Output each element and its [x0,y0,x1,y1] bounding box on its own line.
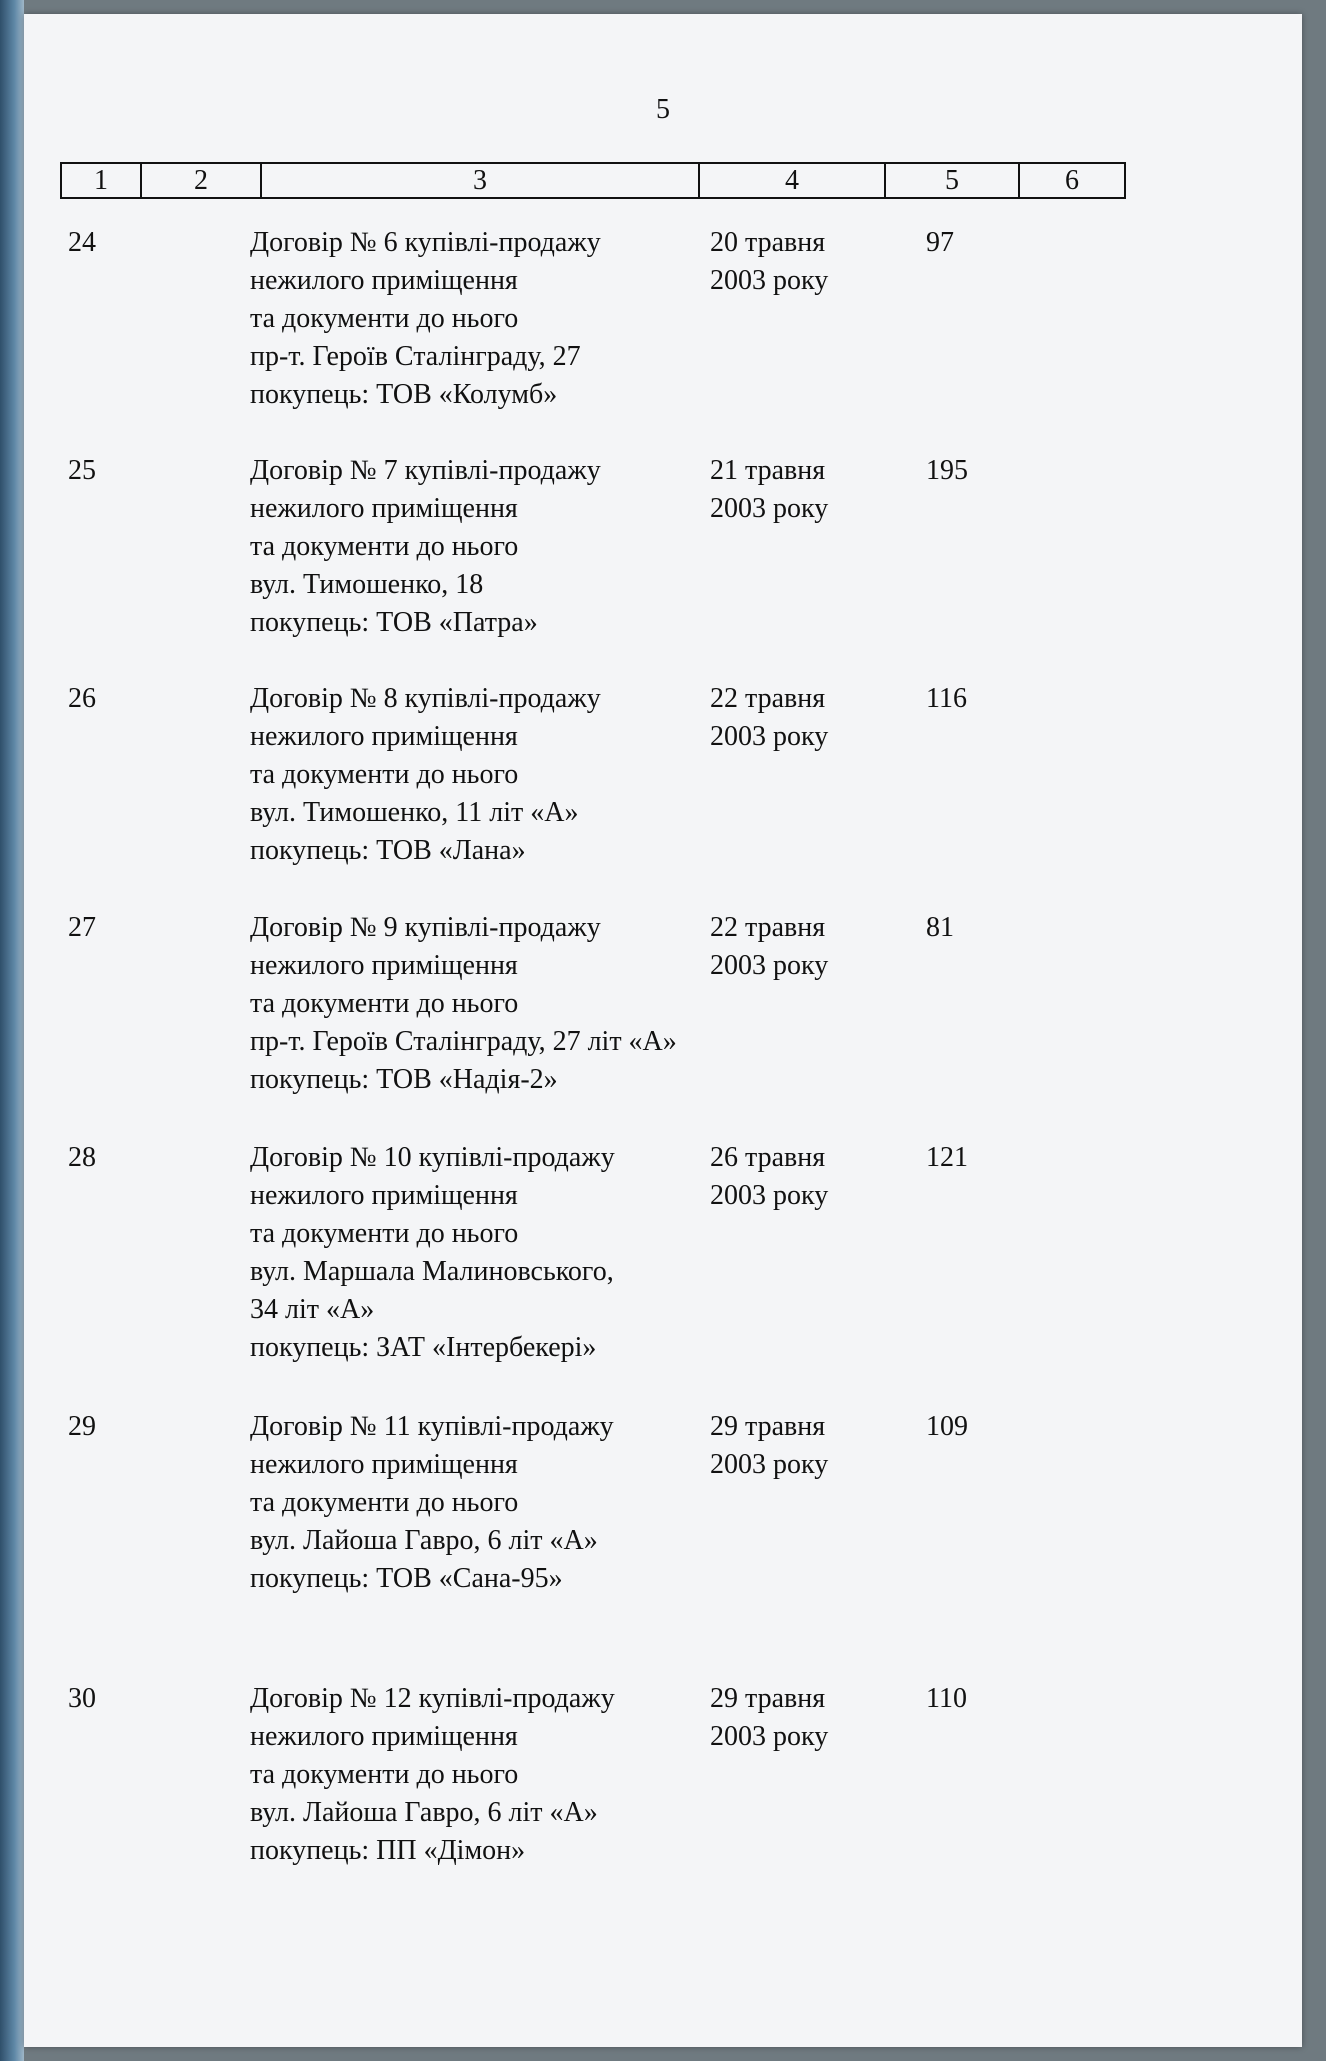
description-line: Договір № 11 купівлі-продажу [250,1411,614,1442]
date-line: 21 травня [710,455,826,486]
description-line: та документи до нього [250,988,519,1019]
description-line: Договір № 6 купівлі-продажу [250,227,601,258]
description-line: покупець: ТОВ «Сана-95» [250,1563,563,1594]
date-line: 2003 року [710,1721,829,1752]
description-line: покупець: ТОВ «Колумб» [250,379,558,410]
date-line: 2003 року [710,1449,829,1480]
header-col-2: 2 [142,164,262,197]
date-line: 2003 року [710,493,829,524]
entry-description [250,1139,615,1367]
description-line: Договір № 8 купівлі-продажу [250,683,601,714]
description-line: та документи до нього [250,531,519,562]
description-line: нежилого приміщення [250,1721,518,1752]
description-line: нежилого приміщення [250,493,518,524]
entry-number: 29 [68,1411,96,1442]
entry-description [250,680,601,870]
date-line: 2003 року [710,950,829,981]
entry-number: 28 [68,1142,96,1173]
description-line: нежилого приміщення [250,950,518,981]
date-line: 2003 року [710,721,829,752]
description-line: нежилого приміщення [250,1449,518,1480]
entry-number: 27 [68,912,96,943]
page-number: 5 [656,94,670,125]
date-line: 2003 року [710,1180,829,1211]
description-line: Договір № 9 купівлі-продажу [250,912,601,943]
entry-date [710,452,828,528]
description-line: нежилого приміщення [250,265,518,296]
description-line: вул. Маршала Малиновського, [250,1256,614,1287]
description-line: пр-т. Героїв Сталінграду, 27 літ «А» [250,1026,677,1057]
entry-date [710,1408,828,1484]
entry-number: 25 [68,455,96,486]
description-line: 34 літ «А» [250,1294,375,1325]
entry-date [710,1680,828,1756]
description-line: та документи до нього [250,759,519,790]
description-line: вул. Лайоша Гавро, 6 літ «А» [250,1525,598,1556]
entry-description [250,909,677,1099]
entry-description [250,1408,614,1598]
description-line: покупець: ТОВ «Патра» [250,607,538,638]
date-line: 22 травня [710,683,826,714]
entry-page-count: 81 [926,912,954,943]
description-line: вул. Лайоша Гавро, 6 літ «А» [250,1797,598,1828]
header-col-3: 3 [262,164,700,197]
entry-description [250,1680,615,1870]
description-line: та документи до нього [250,303,519,334]
description-line: покупець: ТОВ «Лана» [250,835,526,866]
binder-spine [0,0,24,2061]
entry-description [250,452,601,642]
entry-page-count: 110 [926,1683,967,1714]
description-line: покупець: ТОВ «Надія-2» [250,1064,558,1095]
entry-page-count: 109 [926,1411,968,1442]
entry-number: 26 [68,683,96,714]
description-line: пр-т. Героїв Сталінграду, 27 [250,341,581,372]
description-line: нежилого приміщення [250,721,518,752]
description-line: вул. Тимошенко, 18 [250,569,484,600]
description-line: Договір № 12 купівлі-продажу [250,1683,615,1714]
date-line: 2003 року [710,265,829,296]
description-line: Договір № 10 купівлі-продажу [250,1142,615,1173]
entry-page-count: 116 [926,683,967,714]
header-col-1: 1 [62,164,142,197]
description-line: нежилого приміщення [250,1180,518,1211]
description-line: та документи до нього [250,1487,519,1518]
description-line: Договір № 7 купівлі-продажу [250,455,601,486]
date-line: 26 травня [710,1142,826,1173]
entry-page-count: 195 [926,455,968,486]
description-line: вул. Тимошенко, 11 літ «А» [250,797,579,828]
entry-date [710,680,828,756]
header-col-5: 5 [886,164,1020,197]
description-line: та документи до нього [250,1218,519,1249]
description-line: покупець: ЗАТ «Інтербекері» [250,1332,597,1363]
header-col-4: 4 [700,164,886,197]
date-line: 20 травня [710,227,826,258]
entry-date [710,1139,828,1215]
entry-number: 30 [68,1683,96,1714]
entry-number: 24 [68,227,96,258]
date-line: 29 травня [710,1411,826,1442]
date-line: 22 травня [710,912,826,943]
date-line: 29 травня [710,1683,826,1714]
description-line: покупець: ПП «Дімон» [250,1835,526,1866]
entry-page-count: 121 [926,1142,968,1173]
entry-date [710,224,828,300]
entry-date [710,909,828,985]
entry-description [250,224,601,414]
description-line: та документи до нього [250,1759,519,1790]
entry-page-count: 97 [926,227,954,258]
table-header-row [60,162,1126,199]
header-col-6: 6 [1065,164,1079,196]
document-page [24,14,1302,2047]
